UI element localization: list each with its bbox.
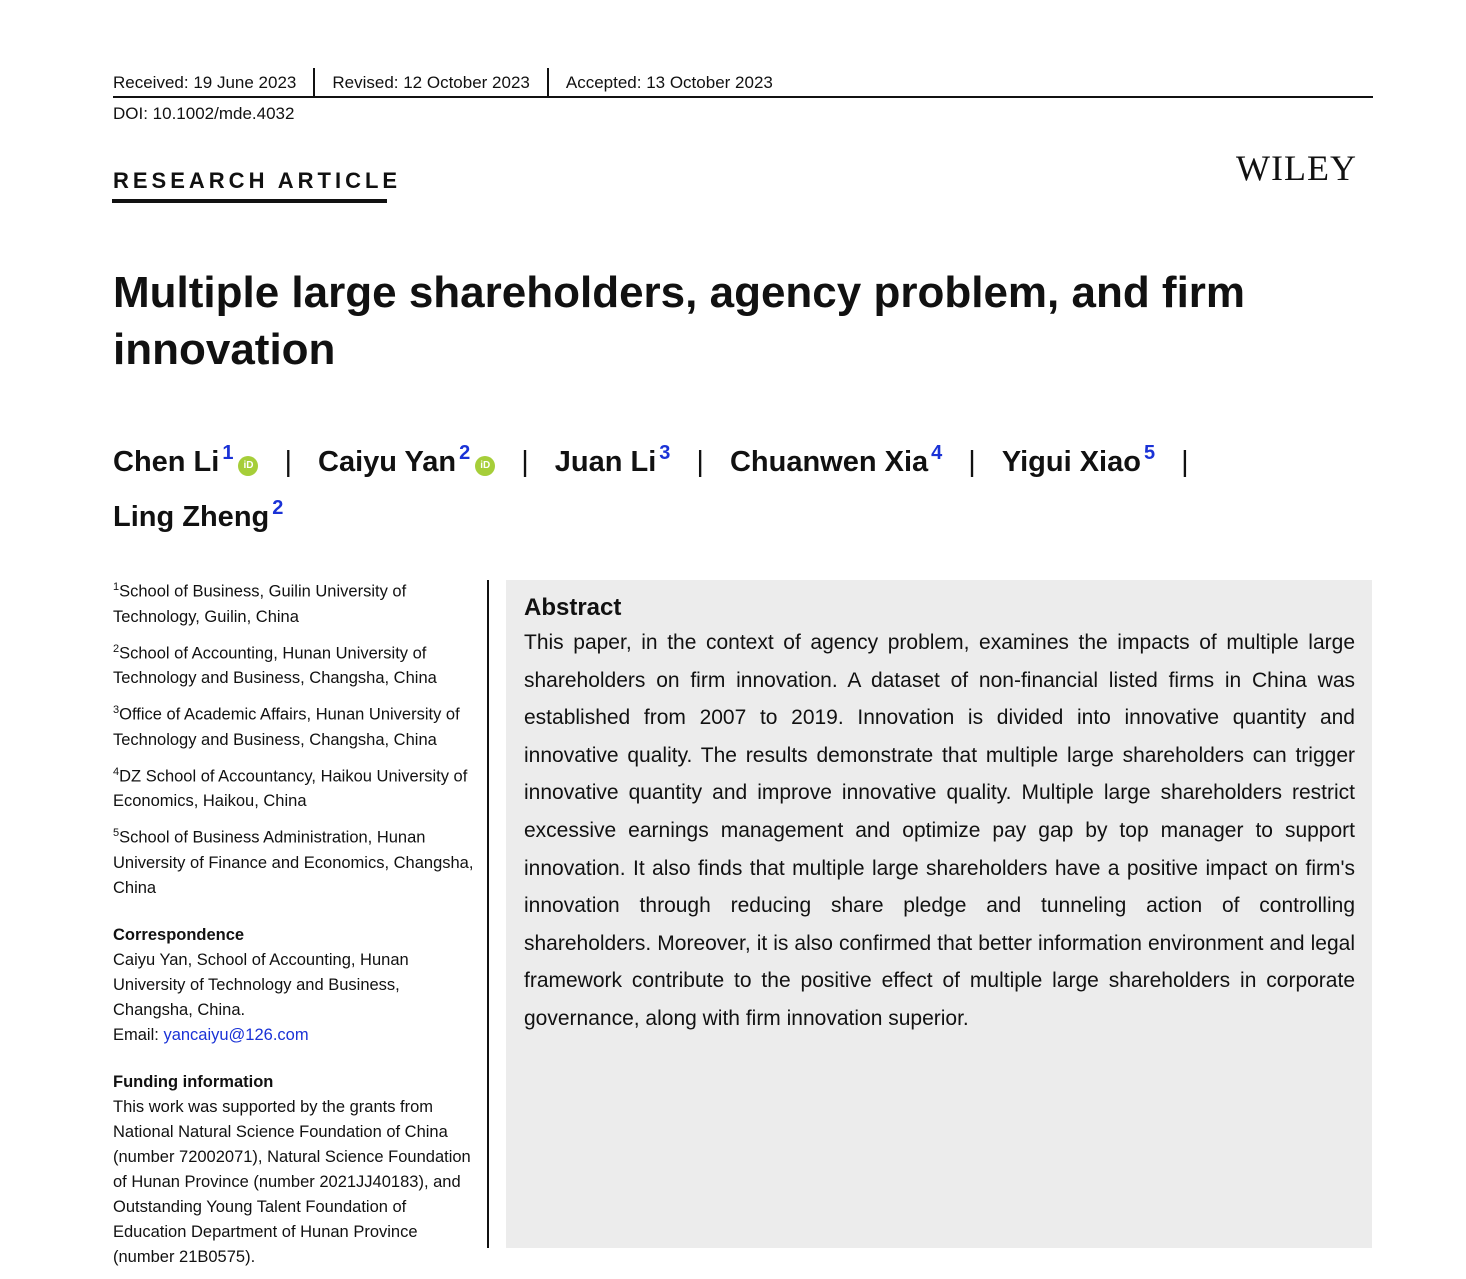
author-name-text[interactable]: Juan Li: [554, 446, 657, 478]
author-separator: |: [521, 446, 529, 478]
author-name-text[interactable]: Chen Li: [113, 446, 220, 478]
affiliation-marker[interactable]: 2: [272, 497, 284, 519]
author-separator: |: [1181, 446, 1189, 478]
author-name-text[interactable]: Yigui Xiao: [1001, 446, 1141, 478]
author-separator: |: [696, 446, 704, 478]
date-divider: [547, 68, 549, 98]
revised-date: Revised: 12 October 2023: [332, 73, 530, 92]
correspondence-email-line: [113, 1023, 478, 1048]
abstract-text: This paper, in the context of agency problem, examines the impacts of multiple large shareholders on firm innovation. A dataset of non-financial listed firms in China was established from 2007 to 2019. Innovation is divided into innovative quantity and innovative quality. The results demonstrate that multiple large shareholders can trigger innovative quantity and improve innovative quality. Multiple large shareholders restrict excessive earnings management and optimize pay gap by top manager to support innovation. It also finds that multiple large shareholders have a positive impact on firm's innovation through reducing share pledge and tunneling action of controlling shareholders. Moreover, it is also confirmed that better information environment and legal framework contribute to the positive effect of multiple large shareholders in corporate governance, along with firm innovation superior.: [524, 631, 1355, 1030]
author-name[interactable]: [729, 442, 943, 478]
history-dates: [113, 68, 1373, 98]
orcid-icon[interactable]: iD: [475, 456, 495, 476]
article-type-underline: [112, 199, 387, 203]
date-divider: [313, 68, 315, 98]
affiliation-number: 5: [113, 827, 120, 839]
abstract-box: [506, 580, 1372, 1248]
affiliation-marker[interactable]: 5: [1143, 442, 1156, 464]
affiliation-text: School of Business, Guilin University of Technology, Guilin, China: [113, 582, 407, 626]
affiliation-text: School of Business Administration, Hunan University of Finance and Economics, Changsha, China: [113, 828, 474, 897]
correspondence-text: Caiyu Yan, School of Accounting, Hunan University of Technology and Business, Changsha, China.: [113, 950, 409, 1019]
author-name-text[interactable]: Caiyu Yan: [318, 446, 457, 478]
affiliation-item: [113, 575, 478, 630]
column-divider: [487, 580, 489, 1248]
affiliation-text: DZ School of Accountancy, Haikou University of Economics, Haikou, China: [113, 767, 468, 810]
orcid-icon[interactable]: iD: [238, 456, 258, 476]
affiliation-marker[interactable]: 2: [459, 442, 471, 464]
email-link[interactable]: yancaiyu@126.com: [163, 1025, 309, 1044]
correspondence-heading: Correspondence: [113, 925, 245, 944]
affiliation-number: 4: [113, 765, 120, 778]
author-name[interactable]: [318, 442, 495, 478]
doi[interactable]: DOI: 10.1002/mde.4032: [113, 104, 295, 123]
affiliation-text: Office of Academic Affairs, Hunan University of Technology and Business, Changsha, China: [113, 705, 460, 749]
affiliation-item: [113, 637, 478, 692]
header-rule: [113, 96, 1373, 98]
affiliation-text: School of Accounting, Hunan University of Technology and Business, Changsha, China: [113, 644, 437, 687]
affiliation-marker[interactable]: 1: [222, 442, 234, 464]
author-separator: |: [284, 446, 293, 478]
affiliation-number: 1: [113, 581, 120, 593]
author-list: [113, 430, 1373, 540]
affiliations: [113, 575, 478, 901]
affiliation-item: [113, 760, 478, 815]
publisher-logo: WILEY: [1236, 148, 1357, 188]
author-name-text[interactable]: Ling Zheng: [113, 501, 270, 533]
sidebar-info: [113, 575, 478, 1270]
accepted-date: Accepted: 13 October 2023: [565, 73, 773, 92]
author-name[interactable]: [554, 442, 671, 478]
affiliation-marker[interactable]: 3: [659, 442, 671, 464]
funding-heading: Funding information: [113, 1072, 274, 1091]
author-name[interactable]: [113, 442, 258, 478]
affiliation-item: [113, 698, 478, 753]
email-label: Email:: [113, 1025, 164, 1044]
received-date: Received: 19 June 2023: [113, 73, 297, 92]
author-name[interactable]: [1001, 442, 1156, 478]
affiliation-marker[interactable]: 4: [931, 442, 943, 464]
affiliation-number: 3: [113, 704, 120, 716]
abstract-heading: Abstract: [524, 594, 622, 621]
author-name[interactable]: [113, 497, 284, 533]
author-name-text[interactable]: Chuanwen Xia: [729, 446, 929, 478]
article-type: RESEARCH ARTICLE: [113, 168, 402, 193]
funding-text: This work was supported by the grants from National Natural Science Foundation of China (number 72002071), Natural Science Foundation of Hunan Province (number 2021JJ40183), and Outstanding Young Talent Foundation of Education Department of Hunan Province (number 21B0575).: [113, 1097, 471, 1266]
author-separator: |: [968, 446, 976, 478]
affiliation-item: [113, 821, 478, 901]
affiliation-number: 2: [113, 642, 120, 655]
paper-title: Multiple large shareholders, agency problem, and firm innovation: [113, 268, 1246, 374]
